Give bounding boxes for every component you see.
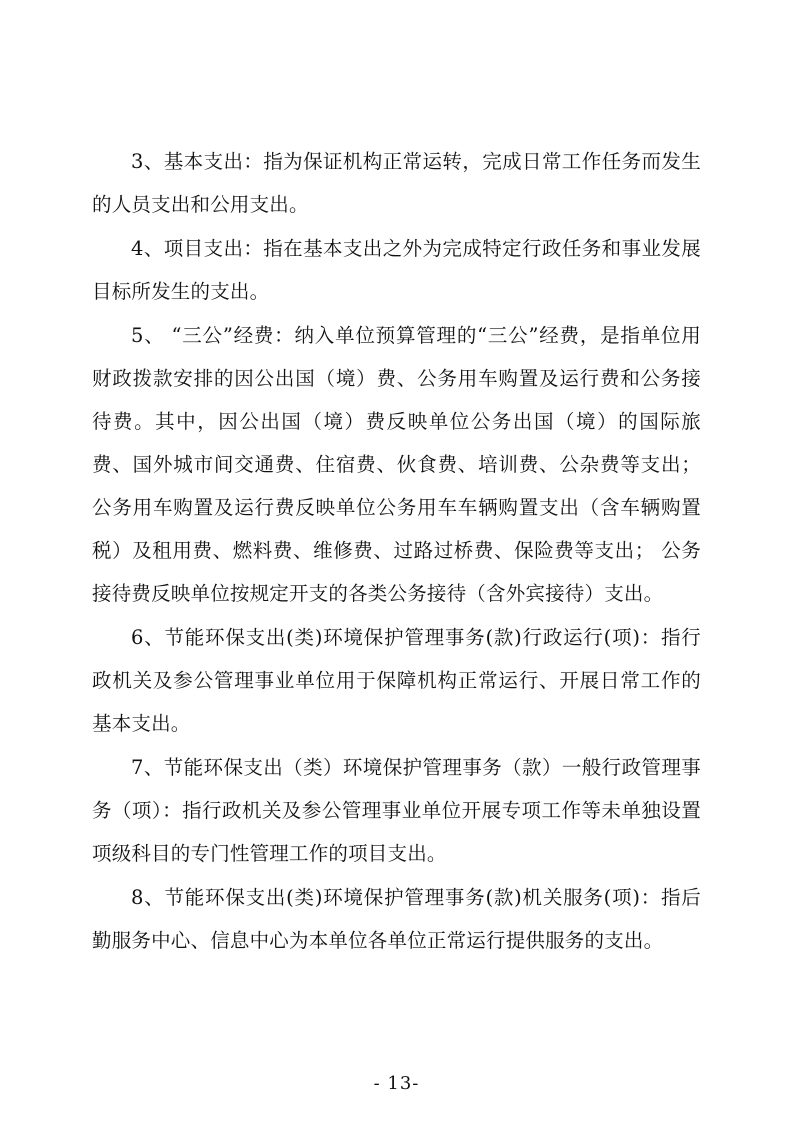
paragraph-item-7: 7、节能环保支出（类）环境保护管理事务（款）一般行政管理事务（项）：指行政机关及参公管理事业单位开展专项工作等未单独设置项级科目的专门性管理工作的项目支出。 [92,756,701,865]
paragraph-item-8: 8、节能环保支出(类)环境保护管理事务(款)机关服务(项)：指后勤服务中心、信息中心为本单位各单位正常运行提供服务的支出。 [92,886,701,952]
paragraph-project-expenditure: 4、项目支出：指在基本支出之外为完成特定行政任务和事业发展目标所发生的支出。 [92,237,701,303]
paragraph-item-6: 6、节能环保支出(类)环境保护管理事务(款)行政运行(项)：指行政机关及参公管理事业单位用于保障机构正常运行、开展日常工作的基本支出。 [92,626,701,735]
page-number: - 13- [373,1073,420,1094]
paragraph-basic-expenditure: 3、基本支出：指为保证机构正常运转，完成日常工作任务而发生的人员支出和公用支出。 [92,150,701,216]
document-body [92,140,701,962]
paragraph-three-public-funds: 5、 “三公”经费：纳入单位预算管理的“三公”经费，是指单位用财政拨款安排的因公出国（境）费、公务用车购置及运行费和公务接待费。其中，因公出国（境）费反映单位公务出国（境）的国际旅费、国外城市间交通费、住宿费、伙食费、培训费、公杂费等支出； 公务用车购置及运行费反映单位公务用车车辆购置支出（含车辆购置税）及租用费、燃料费、维修费、过路过桥费、保险费等支出； 公务接待费反映单位按规定开支的各类公务接待（含外宾接待）支出。 [92,324,701,605]
